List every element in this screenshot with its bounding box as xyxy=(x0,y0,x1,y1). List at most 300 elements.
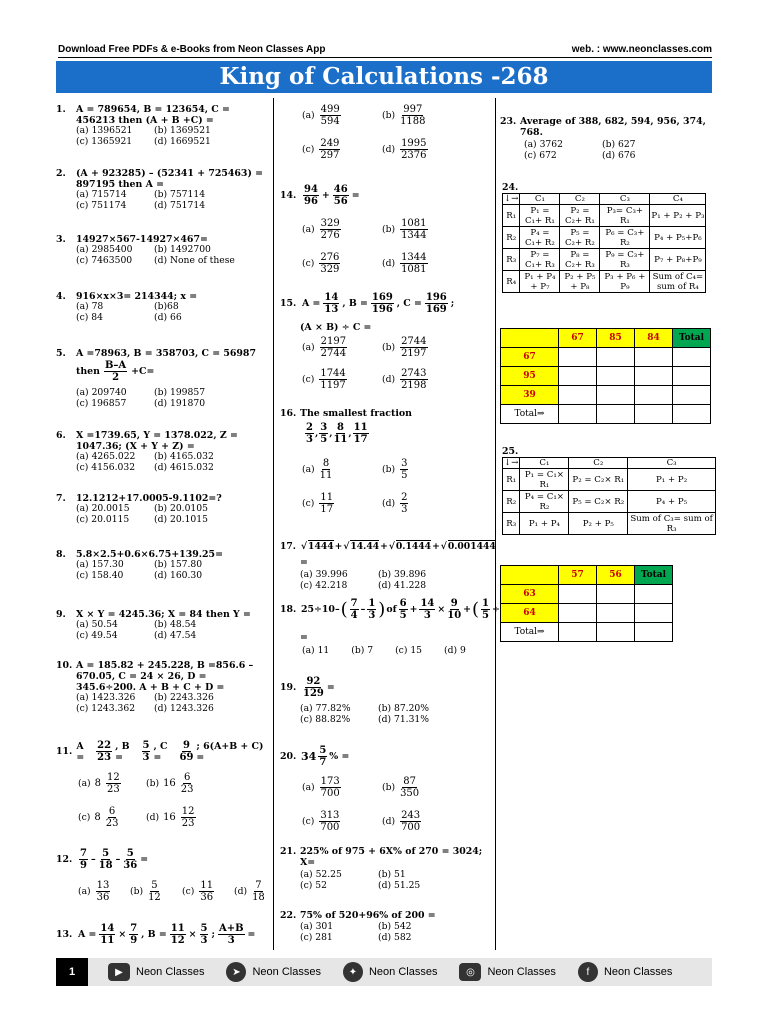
option[interactable]: (a) 209740 xyxy=(76,387,127,398)
option[interactable]: (a) 715714 xyxy=(76,189,127,200)
numerator: 499 xyxy=(320,104,340,115)
option-letter: (a) xyxy=(78,778,91,789)
table-cell[interactable]: Total⇒ xyxy=(501,405,559,424)
table-cell[interactable] xyxy=(635,623,673,642)
option[interactable] xyxy=(382,458,409,481)
option[interactable]: (b) 542 xyxy=(378,921,412,932)
table-cell[interactable]: Total xyxy=(673,329,711,348)
table-cell: C₂ xyxy=(569,458,628,469)
fraction xyxy=(353,422,369,445)
option[interactable]: (d) 51.25 xyxy=(378,879,421,891)
option[interactable]: (b) 1369521 xyxy=(154,125,211,136)
numerator: 173 xyxy=(320,776,340,787)
table-row xyxy=(501,386,711,405)
option[interactable]: (a) 3762 xyxy=(524,139,563,150)
question-25-answer-table xyxy=(500,565,673,642)
table-cell[interactable] xyxy=(501,329,559,348)
fraction xyxy=(142,740,151,763)
fraction xyxy=(323,292,339,315)
fraction xyxy=(79,848,88,871)
option[interactable]: (c) 15 xyxy=(395,645,423,656)
youtube-link[interactable]: ▶ Neon Classes xyxy=(108,963,204,981)
table-cell: P₁ + P₂ xyxy=(628,469,716,491)
option[interactable] xyxy=(302,336,348,359)
option[interactable]: (d) 9 xyxy=(444,645,466,656)
numerator: 13 xyxy=(96,880,110,891)
option[interactable]: (a) 39.996 xyxy=(300,569,348,580)
options xyxy=(76,560,244,581)
table-cell[interactable] xyxy=(635,386,673,405)
table-cell[interactable]: Total xyxy=(635,566,673,585)
option[interactable] xyxy=(302,252,341,275)
option[interactable] xyxy=(78,806,119,829)
denominator: 23 xyxy=(97,752,112,763)
denominator: 23 xyxy=(107,784,120,795)
fraction xyxy=(419,598,435,621)
twitter-link[interactable]: ✦ Neon Classes xyxy=(343,962,437,982)
option[interactable]: (d) 676 xyxy=(602,149,636,161)
table-cell[interactable] xyxy=(559,623,597,642)
div: ÷ xyxy=(492,604,500,615)
denominator: 17 xyxy=(353,434,368,445)
option[interactable]: (b) 39.896 xyxy=(378,569,427,580)
table-cell[interactable]: 56 xyxy=(597,566,635,585)
table-cell[interactable]: 85 xyxy=(597,329,635,348)
table-cell[interactable]: 63 xyxy=(501,585,559,604)
fraction xyxy=(199,880,214,903)
denominator: 700 xyxy=(320,788,340,799)
question-18 xyxy=(280,598,525,621)
option[interactable]: (b) 157.80 xyxy=(154,559,203,570)
top-bar xyxy=(58,40,712,58)
plus: + xyxy=(334,540,343,552)
whole-number: 8 xyxy=(94,812,101,823)
table-cell[interactable] xyxy=(635,348,673,367)
fraction xyxy=(319,252,340,275)
option[interactable]: (a) 11 xyxy=(302,645,330,656)
question-14 xyxy=(280,184,360,207)
plus: + xyxy=(321,190,330,201)
fraction xyxy=(320,104,341,127)
option[interactable]: (d) 160.30 xyxy=(154,569,203,581)
option[interactable] xyxy=(182,880,215,903)
fraction xyxy=(400,252,427,275)
fraction xyxy=(96,740,112,763)
question-6 xyxy=(56,430,268,452)
denominator: 1344 xyxy=(401,230,427,241)
instagram-link[interactable]: ◎ Neon Classes xyxy=(459,963,555,981)
table-cell[interactable] xyxy=(673,367,711,386)
fraction xyxy=(400,104,425,127)
question-number: 16. xyxy=(280,408,297,419)
table-cell: R₃ xyxy=(503,249,520,271)
table-cell[interactable]: 67 xyxy=(501,348,559,367)
option-letter: (c) xyxy=(182,886,195,897)
option[interactable]: (a) 157.30 xyxy=(76,559,124,570)
facebook-link[interactable]: f Neon Classes xyxy=(578,962,672,982)
table-cell: P₅ = C₂× R₂ xyxy=(569,491,628,513)
option[interactable]: (d) 751714 xyxy=(154,199,206,211)
fraction xyxy=(320,218,341,241)
option-letter: (b) xyxy=(130,886,144,897)
of: of xyxy=(386,604,397,615)
option[interactable]: (c) 4156.032 xyxy=(76,461,136,473)
option[interactable]: (b) 1492700 xyxy=(154,244,211,255)
table-cell[interactable] xyxy=(673,348,711,367)
question-number: 2. xyxy=(56,168,66,179)
denominator: 7 xyxy=(319,757,327,768)
fraction xyxy=(400,776,419,799)
option[interactable]: (d) 191870 xyxy=(154,397,206,409)
table-cell[interactable]: 39 xyxy=(501,386,559,405)
instagram-icon: ◎ xyxy=(459,963,481,981)
denominator: 23 xyxy=(105,818,119,829)
option[interactable] xyxy=(302,104,342,127)
option[interactable] xyxy=(302,458,333,481)
numerator: 329 xyxy=(320,218,340,229)
fraction xyxy=(333,422,347,445)
table-cell: Sum of C₄= sum of R₄ xyxy=(650,271,706,293)
fraction xyxy=(400,138,427,161)
question-number: 14. xyxy=(280,190,297,201)
fraction xyxy=(123,848,137,871)
option[interactable] xyxy=(146,806,197,829)
table-cell[interactable]: 57 xyxy=(559,566,597,585)
option[interactable]: (c) 196857 xyxy=(76,397,127,409)
table-cell[interactable] xyxy=(559,367,597,386)
option[interactable]: (c) 49.54 xyxy=(76,629,118,641)
fraction xyxy=(106,772,121,795)
option-letter: (b) xyxy=(382,110,396,121)
option[interactable]: (a) 2985400 xyxy=(76,244,133,255)
option-letter: (a) xyxy=(302,782,315,793)
numerator: 46 xyxy=(333,184,348,195)
option[interactable]: (c) 1243.362 xyxy=(76,702,136,714)
numerator: 11 xyxy=(200,880,214,891)
option[interactable]: (b) 199857 xyxy=(154,387,206,398)
table-cell: P₃= C₃+ R₁ xyxy=(600,205,650,227)
table-cell[interactable] xyxy=(501,566,559,585)
option[interactable]: (a) 1396521 xyxy=(76,125,133,136)
numerator: 94 xyxy=(304,184,318,195)
table-row xyxy=(501,329,711,348)
fraction xyxy=(320,458,333,481)
page-title: King of Calculations -268 xyxy=(56,61,712,93)
option[interactable] xyxy=(382,776,420,799)
question-text: , B = xyxy=(342,298,368,309)
options xyxy=(76,190,244,211)
question-24-table xyxy=(502,193,706,293)
option[interactable]: (c) 84 xyxy=(76,311,103,323)
option[interactable]: (d) 71.31% xyxy=(378,713,430,725)
fraction xyxy=(320,336,347,359)
table-cell[interactable] xyxy=(597,585,635,604)
question-number: 18. xyxy=(280,604,297,615)
denominator: 700 xyxy=(401,822,421,833)
table-row xyxy=(501,367,711,386)
option[interactable] xyxy=(302,368,348,391)
option[interactable]: (b) 7 xyxy=(351,645,374,656)
table-cell[interactable] xyxy=(673,405,711,424)
table-row xyxy=(503,458,716,469)
table-cell: P₁ = C₁× R₁ xyxy=(520,469,569,491)
table-cell[interactable]: 84 xyxy=(635,329,673,348)
option[interactable]: (b) 2243.326 xyxy=(154,692,214,703)
table-cell[interactable] xyxy=(559,405,597,424)
table-cell[interactable] xyxy=(597,367,635,386)
table-cell[interactable] xyxy=(635,367,673,386)
denominator: 1188 xyxy=(400,116,426,127)
table-cell[interactable] xyxy=(635,585,673,604)
option[interactable] xyxy=(382,336,429,359)
table-cell[interactable] xyxy=(597,386,635,405)
table-row xyxy=(503,491,716,513)
option[interactable] xyxy=(382,252,429,275)
numerator: 5 xyxy=(151,880,158,891)
fraction xyxy=(104,360,127,383)
table-row xyxy=(501,623,673,642)
question-text: 916×x×3= 214344; x = xyxy=(76,291,198,302)
table-cell: P₄ + P₅+P₆ xyxy=(650,227,706,249)
table-cell[interactable]: 64 xyxy=(501,604,559,623)
minus: – xyxy=(360,604,366,615)
fraction xyxy=(99,923,115,946)
fraction xyxy=(181,806,196,829)
numerator: 6 xyxy=(108,806,116,817)
option[interactable] xyxy=(302,218,342,241)
fraction xyxy=(200,923,209,946)
option-letter: (d) xyxy=(382,374,396,385)
table-cell: P₂ = C₂+ R₁ xyxy=(560,205,600,227)
options xyxy=(76,388,244,409)
whole-number: 16 xyxy=(163,778,176,789)
option[interactable]: (b) 757114 xyxy=(154,189,206,200)
option[interactable]: (a) 50.54 xyxy=(76,619,118,630)
option[interactable] xyxy=(382,104,427,127)
question-text: , C = xyxy=(153,740,168,763)
option[interactable]: (d) 582 xyxy=(378,931,412,943)
denominator: 297 xyxy=(320,150,340,161)
table-cell[interactable] xyxy=(559,386,597,405)
option[interactable]: (c) 20.0115 xyxy=(76,513,130,525)
table-cell[interactable] xyxy=(597,348,635,367)
question-11 xyxy=(56,740,268,763)
option[interactable]: (c) 672 xyxy=(524,149,557,161)
denominator: 2376 xyxy=(401,150,427,161)
table-cell: C₃ xyxy=(628,458,716,469)
table-cell: P₇ + P₈+P₉ xyxy=(650,249,706,271)
question-21 xyxy=(280,846,492,868)
question-number: 8. xyxy=(56,549,66,560)
table-cell[interactable] xyxy=(635,405,673,424)
table-cell: P₄ + P₅ xyxy=(628,491,716,513)
option[interactable]: (a) 301 xyxy=(300,921,334,932)
options xyxy=(300,704,468,725)
question-17 xyxy=(280,540,496,552)
option[interactable]: (c) 42.218 xyxy=(300,579,348,591)
option[interactable] xyxy=(146,772,195,795)
fraction xyxy=(350,598,359,621)
option[interactable] xyxy=(302,138,341,161)
times: × xyxy=(118,929,127,940)
denominator: 3 xyxy=(368,610,376,621)
table-cell[interactable] xyxy=(673,386,711,405)
numerator: 276 xyxy=(320,252,340,263)
option[interactable] xyxy=(302,492,335,515)
option[interactable]: (c) 52 xyxy=(300,879,327,891)
numerator: 1995 xyxy=(401,138,427,149)
table-cell: P₂ + P₅ + P₈ xyxy=(560,271,600,293)
denominator: 700 xyxy=(320,822,340,833)
option[interactable] xyxy=(234,880,266,903)
option[interactable]: (b) 627 xyxy=(602,139,636,150)
option[interactable]: (d) 4615.032 xyxy=(154,461,214,473)
option[interactable] xyxy=(382,218,429,241)
fraction xyxy=(252,880,265,903)
table-cell[interactable]: Total⇒ xyxy=(501,623,559,642)
twitter-icon: ✦ xyxy=(343,962,363,982)
option[interactable]: (a) 78 xyxy=(76,301,104,312)
option[interactable]: (d) None of these xyxy=(154,254,235,266)
numerator: 14 xyxy=(420,598,435,609)
option[interactable] xyxy=(382,810,422,833)
question-text: , C = xyxy=(396,298,422,309)
table-cell[interactable]: 67 xyxy=(559,329,597,348)
options xyxy=(76,302,244,323)
numerator: 5 xyxy=(200,923,208,934)
option[interactable]: (b) 20.0105 xyxy=(154,503,208,514)
table-cell: C₁ xyxy=(520,194,560,205)
option[interactable]: (b)68 xyxy=(154,301,179,312)
table-cell: P₇ = C₁+ R₃ xyxy=(520,249,560,271)
numerator: 7 xyxy=(80,848,87,859)
sqrt-value: 1444 xyxy=(308,541,334,552)
option[interactable]: (c) 751174 xyxy=(76,199,127,211)
option[interactable] xyxy=(130,880,162,903)
denominator: 329 xyxy=(320,264,340,275)
table-cell: P₁ + P₄ + P₇ xyxy=(520,271,560,293)
question-24-number: 24. xyxy=(502,182,519,193)
denominator: 350 xyxy=(400,788,420,799)
option[interactable]: (c) 88.82% xyxy=(300,713,351,725)
plus: + xyxy=(409,604,418,615)
option[interactable]: (b) 51 xyxy=(378,869,406,880)
option[interactable]: (a) 4265.022 xyxy=(76,451,136,462)
table-cell: R₄ xyxy=(503,271,520,293)
option[interactable]: (b) 87.20% xyxy=(378,703,430,714)
plus: + xyxy=(380,540,388,552)
option[interactable]: (a) 20.0015 xyxy=(76,503,130,514)
option[interactable]: (d) 20.1015 xyxy=(154,513,208,525)
numerator: 2743 xyxy=(401,368,427,379)
option-letter: (d) xyxy=(146,812,160,823)
denominator: 11 xyxy=(319,470,333,481)
denominator: 36 xyxy=(96,892,110,903)
numerator: 1344 xyxy=(401,252,427,263)
equals: = xyxy=(300,632,308,643)
fraction xyxy=(425,292,448,315)
option[interactable]: (d) 47.54 xyxy=(154,629,197,641)
question-2 xyxy=(56,168,268,190)
sqrt-sign: √ xyxy=(301,540,308,552)
numerator: 22 xyxy=(97,740,112,751)
fraction xyxy=(319,492,334,515)
fraction xyxy=(96,880,111,903)
option-letter: (b) xyxy=(382,782,396,793)
option[interactable] xyxy=(302,810,341,833)
question-text: 14927×567-14927×467= xyxy=(76,234,208,245)
option[interactable]: (a) 77.82% xyxy=(300,703,351,714)
question-number: 12. xyxy=(56,854,73,865)
option[interactable]: (c) 7463500 xyxy=(76,254,133,266)
question-text: , B = xyxy=(141,929,167,940)
option[interactable]: (c) 158.40 xyxy=(76,569,124,581)
denominator: 3 xyxy=(227,935,235,946)
website-link[interactable]: web. : www.neonclasses.com xyxy=(571,44,712,55)
option[interactable] xyxy=(382,138,429,161)
numerator: 12 xyxy=(107,772,120,783)
numerator: 8 xyxy=(336,422,344,433)
option[interactable]: (c) 1365921 xyxy=(76,135,133,147)
fraction xyxy=(319,138,340,161)
denominator: 196 xyxy=(371,304,393,315)
table-cell[interactable] xyxy=(559,604,597,623)
option[interactable]: (a) 52.25 xyxy=(300,869,342,880)
option[interactable]: (d) 66 xyxy=(154,311,182,323)
numerator: 196 xyxy=(425,292,447,303)
denominator: 18 xyxy=(252,892,265,903)
option[interactable]: (a) 1423.326 xyxy=(76,692,136,703)
option[interactable]: (b) 48.54 xyxy=(154,619,197,630)
option[interactable] xyxy=(302,776,342,799)
question-number: 19. xyxy=(280,682,297,693)
fraction xyxy=(129,923,138,946)
table-cell[interactable] xyxy=(597,405,635,424)
question-text: A = xyxy=(76,740,85,763)
option[interactable] xyxy=(78,772,122,795)
table-cell[interactable] xyxy=(597,604,635,623)
fraction xyxy=(447,598,461,621)
option[interactable]: (b) 4165.032 xyxy=(154,451,214,462)
option[interactable]: (d) 1669521 xyxy=(154,135,211,147)
numerator: 1744 xyxy=(320,368,346,379)
table-cell[interactable] xyxy=(635,604,673,623)
option[interactable]: (c) 281 xyxy=(300,931,333,943)
table-cell[interactable]: 95 xyxy=(501,367,559,386)
question-text: +C= xyxy=(131,366,155,377)
denominator: 9 xyxy=(80,860,87,871)
fraction xyxy=(179,740,193,763)
times: × xyxy=(437,604,446,615)
option[interactable]: (d) 41.228 xyxy=(378,579,427,591)
option[interactable] xyxy=(78,880,111,903)
sqrt-value: 14.44 xyxy=(350,541,380,552)
question-number: 20. xyxy=(280,751,297,762)
table-cell[interactable] xyxy=(597,623,635,642)
option[interactable] xyxy=(382,492,409,515)
table-cell[interactable] xyxy=(559,348,597,367)
fraction xyxy=(371,292,394,315)
question-text: X =1739.65, Y = 1378.022, Z = 1047.36; (X + Y + Z) = xyxy=(76,430,238,452)
option-letter: (d) xyxy=(382,816,396,827)
table-cell[interactable] xyxy=(559,585,597,604)
table-cell: C₁ xyxy=(520,458,569,469)
download-note: Download Free PDFs & e-Books from Neon Classes App xyxy=(58,44,326,55)
option[interactable]: (d) 1243.326 xyxy=(154,702,214,714)
option[interactable] xyxy=(382,368,429,391)
table-row xyxy=(503,513,716,535)
telegram-link[interactable]: ➤ Neon Classes xyxy=(226,962,320,982)
